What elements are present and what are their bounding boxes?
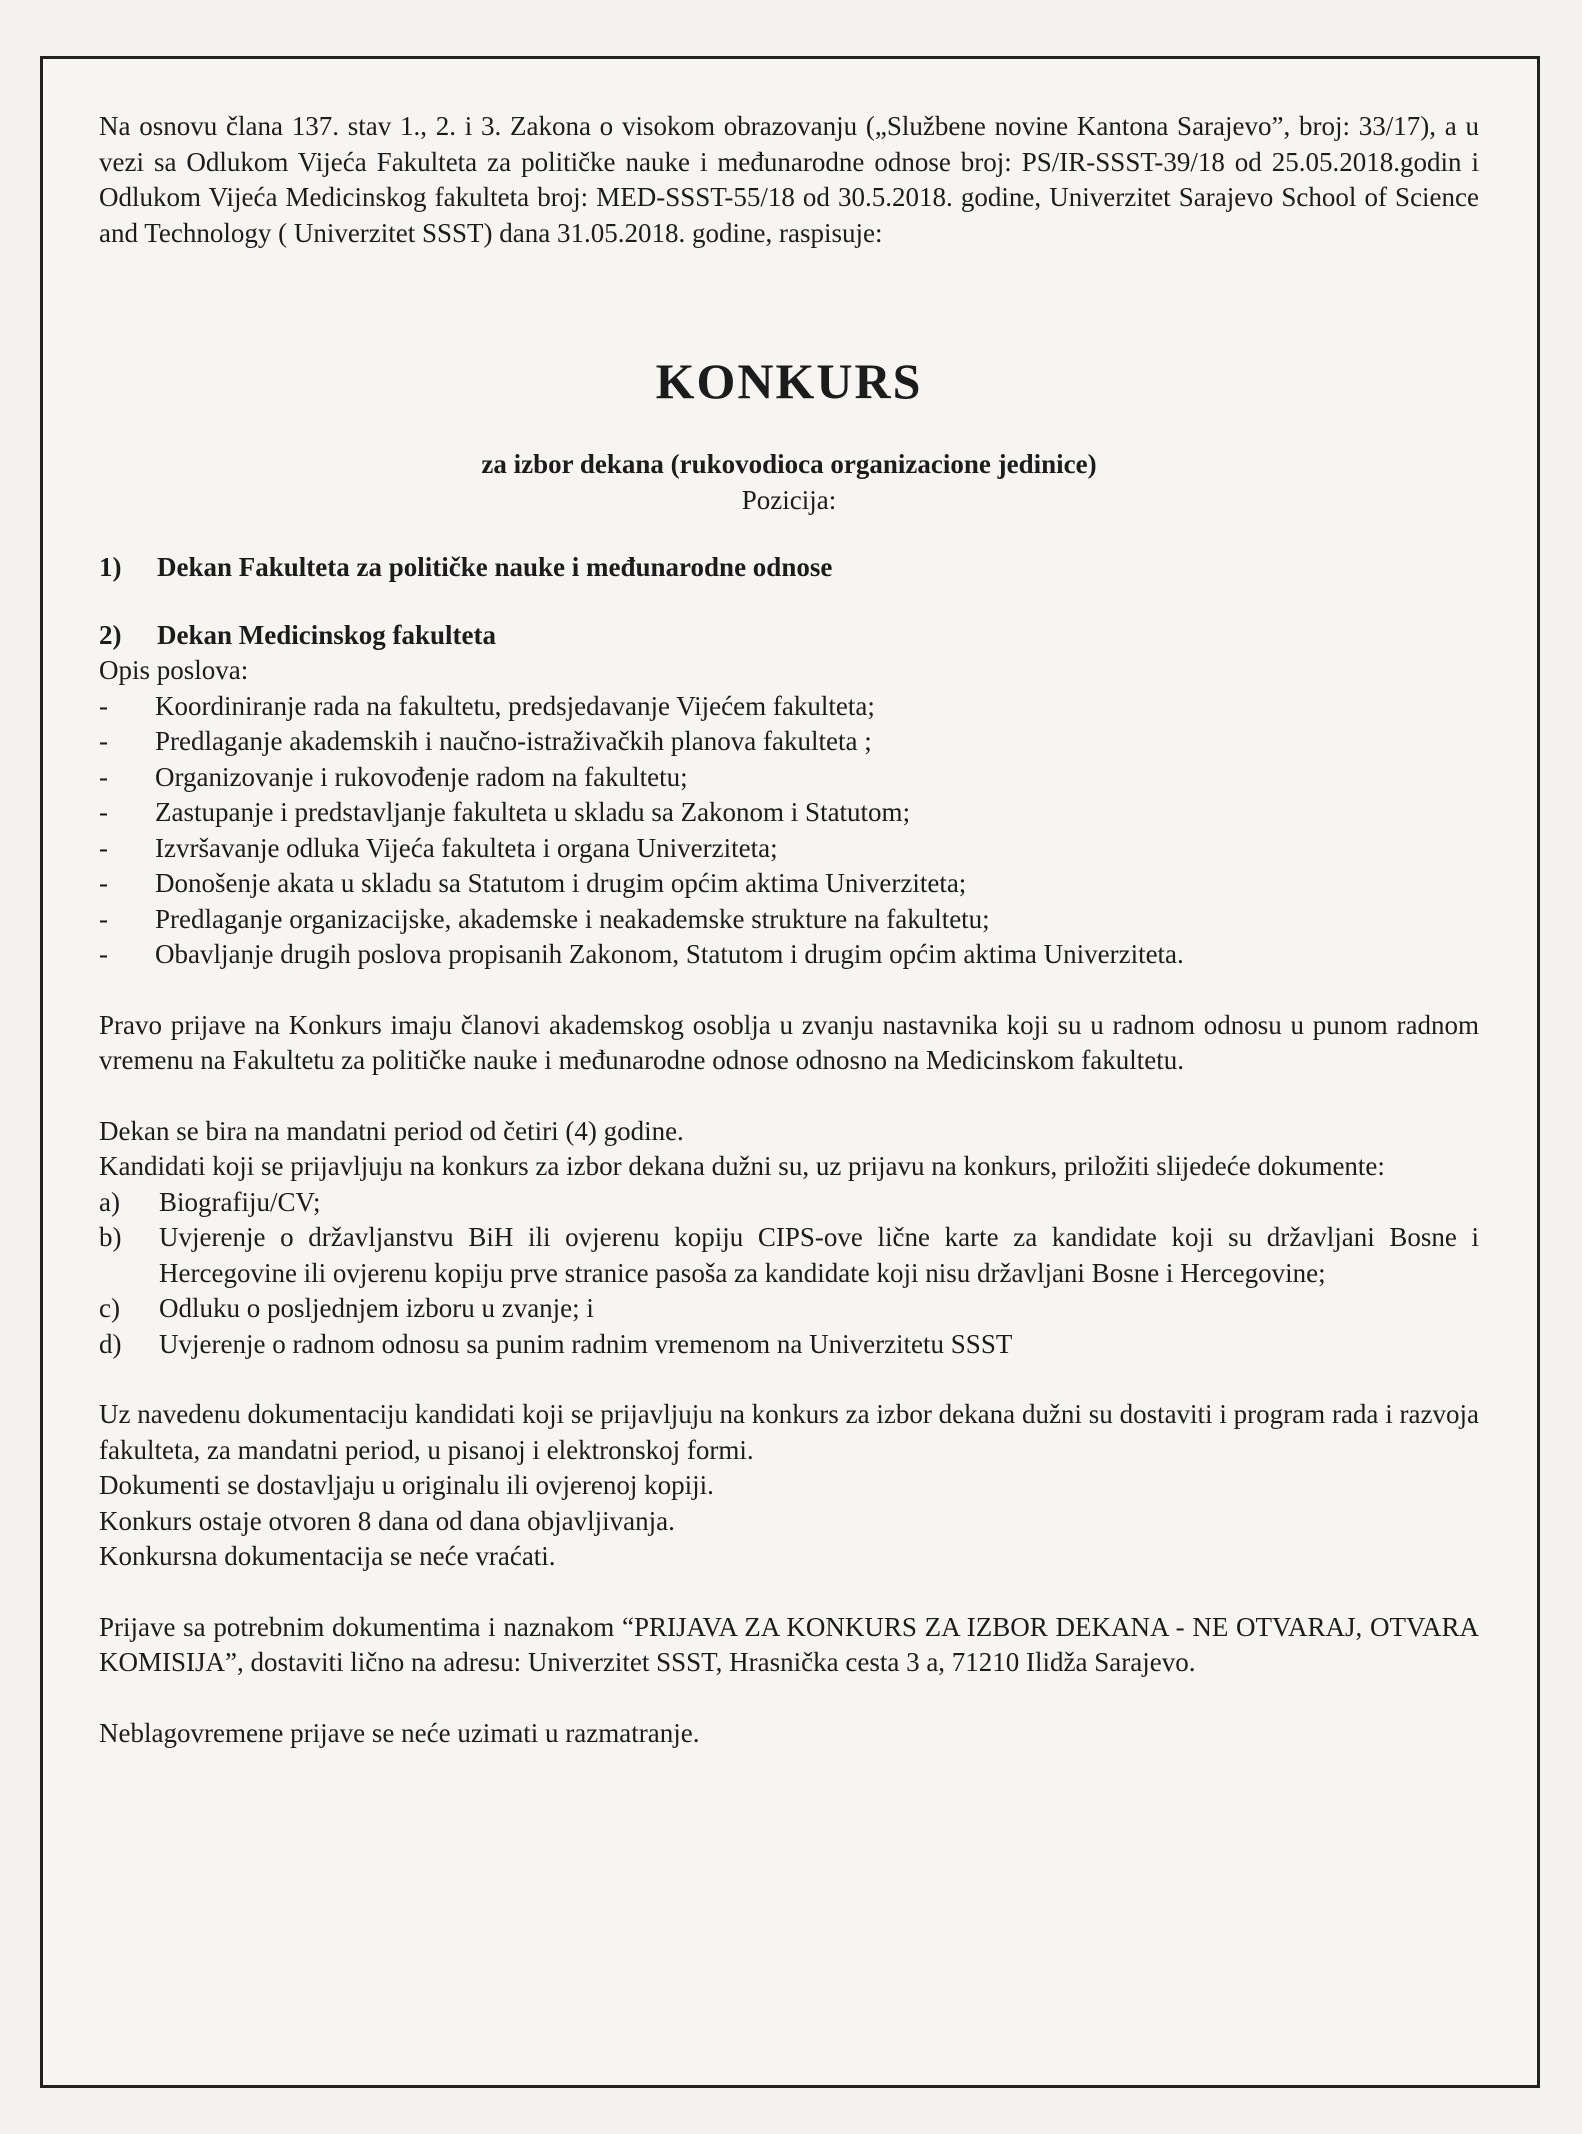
document-text: Uvjerenje o radnom odnosu sa punim radnim vremenom na Univerzitetu SSST <box>159 1328 1013 1359</box>
duty-item: - Izvršavanje odluka Vijeća fakulteta i organa Univerziteta; <box>99 831 1479 867</box>
position-item <box>99 550 1479 586</box>
document-page <box>40 56 1540 2088</box>
documents-list <box>99 1185 1479 1363</box>
document-subtitle: za izbor dekana (rukovodioca organizacione jedinice) <box>481 449 1097 479</box>
position-text: Dekan Medicinskog fakulteta <box>157 619 497 650</box>
program-paragraph: Uz navedenu dokumentaciju kandidati koji se prijavljuju na konkurs za izbor dekana dužni su dostaviti i program rada i razvoja fakulteta, za mandatni period, u pisanoj i elektronskoj formi. <box>99 1399 1479 1465</box>
document-mark: b) <box>99 1222 122 1252</box>
position-label: Pozicija: <box>741 484 837 515</box>
late-paragraph: Neblagovremene prijave se neće uzimati u razmatranje. <box>99 1717 700 1748</box>
position-number: 2) <box>99 619 122 650</box>
document-mark: d) <box>99 1328 122 1359</box>
duty-item: - Predlaganje organizacijske, akademske i neakademske strukture na fakultetu; <box>99 902 1479 938</box>
no-return-paragraph: Konkursna dokumentacija se neće vraćati. <box>99 1541 556 1571</box>
duty-item: - Zastupanje i predstavljanje fakulteta u skladu sa Zakonom i Statutom; <box>99 795 1479 831</box>
duty-item: - Obavljanje drugih poslova propisanih Zakonom, Statutom i drugim općim aktima Univerziteta. <box>99 937 1479 973</box>
duties-list <box>99 689 1479 973</box>
duty-item: - Organizovanje i rukovođenje radom na fakultetu; <box>99 760 1479 796</box>
position-item <box>99 618 1479 654</box>
document-text: Odluku o posljednjem izboru u zvanje; i <box>159 1293 594 1323</box>
document-item <box>99 1185 1479 1221</box>
originals-paragraph: Dokumenti se dostavljaju u originalu ili ovjerenoj kopiji. <box>99 1470 714 1500</box>
document-mark: c) <box>99 1293 120 1323</box>
document-text: Biografiju/CV; <box>159 1186 321 1217</box>
document-item <box>99 1220 1479 1291</box>
document-mark: a) <box>99 1186 120 1217</box>
documents-intro: Kandidati koji se prijavljuju na konkurs za izbor dekana dužni su, uz prijavu na konkurs, priložiti slijedeće dokumente: <box>99 1151 1385 1181</box>
open-period-paragraph: Konkurs ostaje otvoren 8 dana od dana objavljivanja. <box>99 1505 675 1536</box>
document-item <box>99 1291 1479 1327</box>
eligibility-paragraph: Pravo prijave na Konkurs imaju članovi akademskog osoblja u zvanju nastavnika koji su u radnom odnosu u punom radnom vremenu na Fakultetu za političke nauke i međunarodne odnose odnosno na Medicinskom fakultetu. <box>99 1009 1479 1075</box>
submission-paragraph: Prijave sa potrebnim dokumentima i naznakom “PRIJAVA ZA KONKURS ZA IZBOR DEKANA - NE OTVARAJ, OTVARA KOMISIJA”, dostaviti lično na adresu: Univerzitet SSST, Hrasnička cesta 3 a, 71210 Ilidža Sarajevo. <box>99 1611 1479 1677</box>
position-number: 1) <box>99 552 122 582</box>
duty-item: - Predlaganje akademskih i naučno-istraživačkih planova fakulteta ; <box>99 724 1479 760</box>
document-text: Uvjerenje o državljanstvu BiH ili ovjerenu kopiju CIPS-ove lične karte za kandidate koji su državljani Bosne i Hercegovine ili ovjerenu kopiju prve stranice pasoša za kandidate koji nisu državljani Bosne i Hercegovine; <box>159 1222 1479 1288</box>
intro-paragraph: Na osnovu člana 137. stav 1., 2. i 3. Zakona o visokom obrazovanju („Službene novine Kantona Sarajevo”, broj: 33/17), a u vezi sa Odlukom Vijeća Fakulteta za političke nauke i međunarodne odnose broj: PS/IR-SSST-39/18 od 25.05.2018.godin i Odlukom Vijeća Medicinskog fakulteta broj: MED-SSST-55/18 od 30.5.2018. godine, Univerzitet Sarajevo School of Science and Technology ( Univerzitet SSST) dana 31.05.2018. godine, raspisuje: <box>99 111 1479 248</box>
document-item <box>99 1327 1479 1363</box>
duties-label: Opis poslova: <box>99 655 249 685</box>
duty-item: - Donošenje akata u skladu sa Statutom i drugim općim aktima Univerziteta; <box>99 866 1479 902</box>
duty-item: - Koordiniranje rada na fakultetu, predsjedavanje Vijećem fakulteta; <box>99 689 1479 725</box>
document-title: KONKURS <box>655 353 923 409</box>
document-content <box>99 109 1479 1751</box>
term-paragraph: Dekan se bira na mandatni period od četiri (4) godine. <box>99 1115 684 1146</box>
position-text: Dekan Fakulteta za političke nauke i međunarodne odnose <box>157 552 833 582</box>
